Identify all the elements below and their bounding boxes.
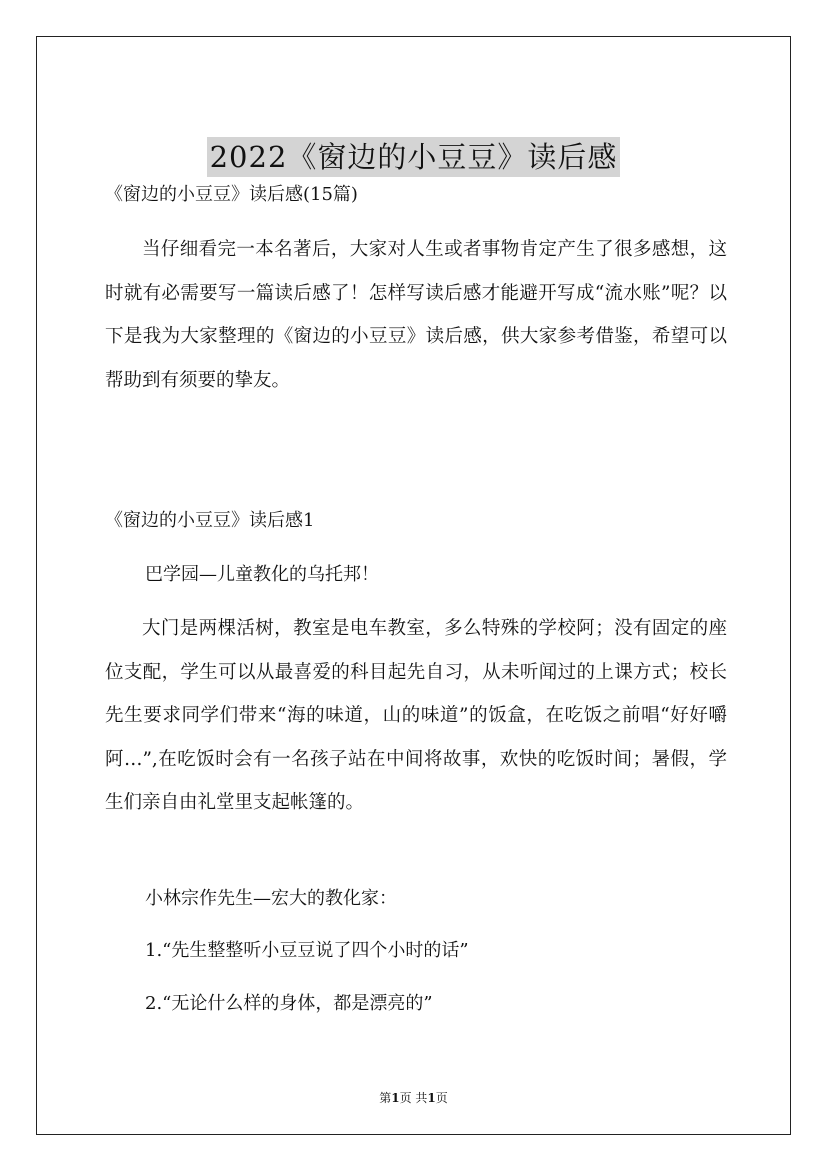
page-total: 1 — [427, 1091, 436, 1105]
document-title: 2022《窗边的小豆豆》读后感 — [207, 137, 621, 177]
title-container — [37, 137, 790, 177]
list-item: 2.“无论什么样的身体，都是漂亮的” — [145, 993, 433, 1014]
paragraph-line: 巴学园—儿童教化的乌托邦！ — [145, 564, 379, 585]
section-heading: 《窗边的小豆豆》读后感1 — [105, 510, 315, 531]
document-subtitle: 《窗边的小豆豆》读后感(15篇) — [105, 184, 358, 205]
document-page — [36, 36, 791, 1135]
list-item: 1.“先生整整听小豆豆说了四个小时的话” — [145, 940, 469, 961]
page-footer — [37, 1090, 790, 1106]
intro-paragraph: 当仔细看完一本名著后，大家对人生或者事物肯定产生了很多感想，这时就有必需要写一篇读后感了！怎样写读后感才能避开写成“流水账”呢？以下是我为大家整理的《窗边的小豆豆》读后感，供大家参考借鉴，希望可以帮助到有须要的挚友。 — [105, 239, 727, 391]
body-paragraph: 大门是两棵活树，教室是电车教室，多么特殊的学校阿；没有固定的座位支配，学生可以从最喜爱的科目起先自习，从未听闻过的上课方式；校长先生要求同学们带来“海的味道，山的味道”的饭盒，在吃饭之前唱“好好嚼阿…”,在吃饭时会有一名孩子站在中间将故事，欢快的吃饭时间；暑假，学生们亲自由礼堂里支起帐篷的。 — [105, 618, 727, 813]
footer-mid: 页 共 — [399, 1091, 428, 1105]
paragraph-line: 小林宗作先生—宏大的教化家： — [145, 888, 397, 909]
footer-prefix: 第 — [379, 1091, 392, 1105]
page-number: 1 — [391, 1091, 400, 1105]
footer-suffix: 页 — [435, 1091, 448, 1105]
